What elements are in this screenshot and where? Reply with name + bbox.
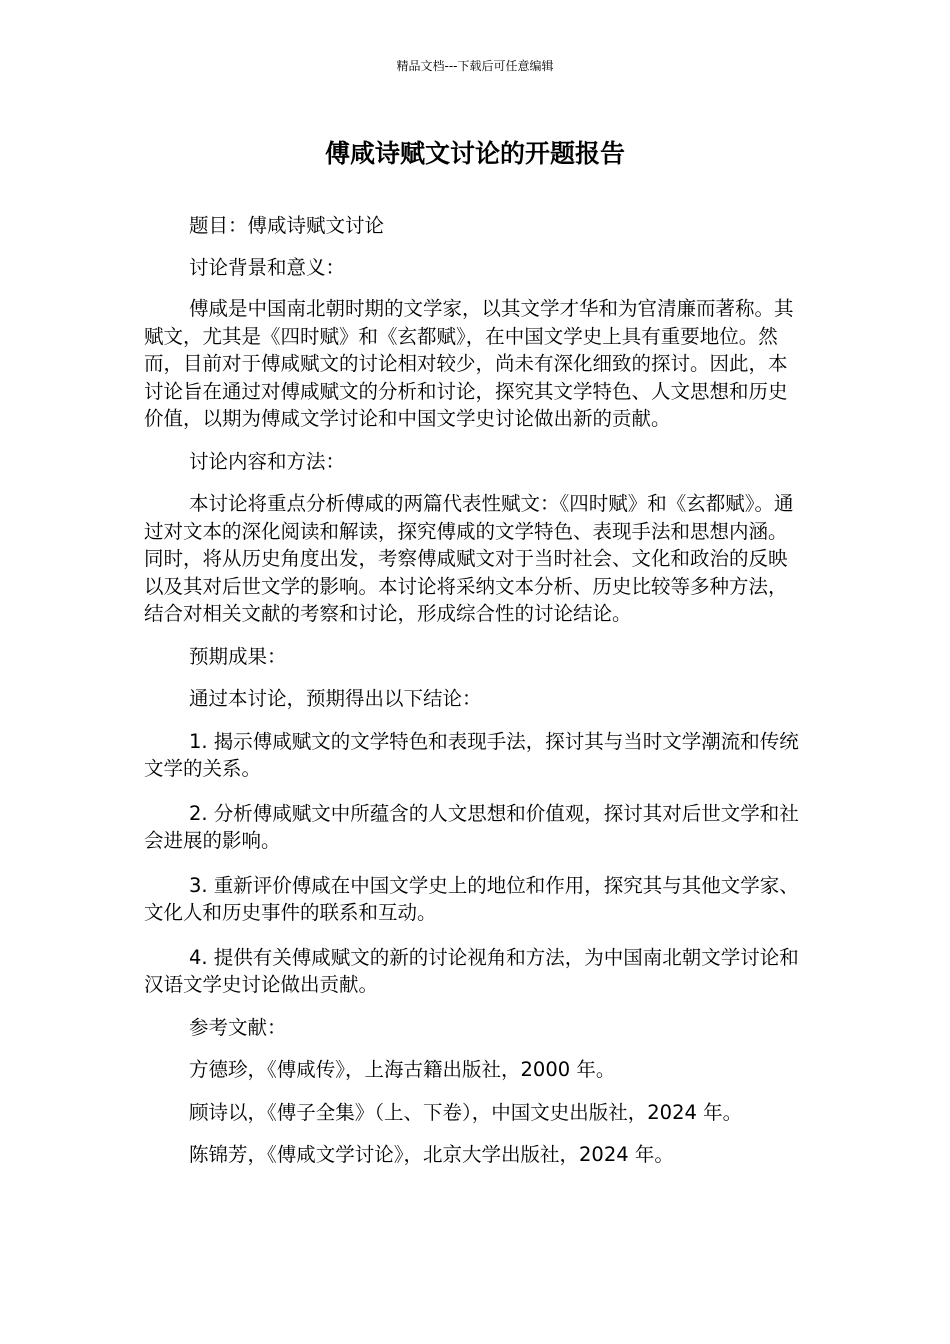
header-note: 精品文档---下载后可任意编辑 [396, 59, 554, 73]
background-paragraph: 傅咸是中国南北朝时期的文学家，以其文学才华和为官清廉而著称。其赋文，尤其是《四时赋》和《玄都赋》，在中国文学史上具有重要地位。然而，目前对于傅咸赋文的讨论相对较少，尚未有深化细致的探讨。因此，本讨论旨在通过对傅咸赋文的分析和讨论，探究其文学特色、人文思想和历史价值，以期为傅咸文学讨论和中国文学史讨论做出新的贡献。 [144, 297, 794, 430]
outcome-item: 3. 重新评价傅咸在中国文学史上的地位和作用，探究其与其他文学家、文化人和历史事件的联系和互动。 [144, 873, 799, 924]
document-title: 傅咸诗赋文讨论的开题报告 [324, 139, 625, 168]
outcome-item: 1. 揭示傅咸赋文的文学特色和表现手法，探讨其与当时文学潮流和传统文学的关系。 [144, 729, 799, 780]
outcome-item: 4. 提供有关傅咸赋文的新的讨论视角和方法，为中国南北朝文学讨论和汉语文学史讨论做出贡献。 [144, 945, 799, 996]
outcomes-intro: 通过本讨论，预期得出以下结论： [189, 687, 482, 710]
reference-item: 陈锦芳，《傅咸文学讨论》，北京大学出版社，2024 年。 [189, 1143, 674, 1166]
section-heading-methods: 讨论内容和方法： [189, 449, 346, 473]
section-heading-outcomes: 预期成果： [189, 644, 287, 668]
reference-item: 顾诗以，《傅子全集》（上、下卷），中国文史出版社，2024 年。 [189, 1100, 743, 1124]
outcome-item: 2. 分析傅咸赋文中所蕴含的人文思想和价值观，探讨其对后世文学和社会进展的影响。 [144, 801, 799, 852]
section-heading-references: 参考文献： [189, 1015, 287, 1039]
methods-paragraph: 本讨论将重点分析傅咸的两篇代表性赋文：《四时赋》和《玄都赋》。通过对文本的深化阅读和解读，探究傅咸的文学特色、表现手法和思想内涵。同时，将从历史角度出发，考察傅咸赋文对于当时社会、文化和政治的反映以及其对后世文学的影响。本讨论将采纳文本分析、历史比较等多种方法，结合对相关文献的考察和讨论，形成综合性的讨论结论。 [144, 492, 794, 625]
document-body [144, 212, 806, 1169]
reference-item: 方德珍，《傅咸传》，上海古籍出版社，2000 年。 [189, 1058, 616, 1081]
topic-line: 题目：傅咸诗赋文讨论 [189, 214, 385, 237]
section-heading-background: 讨论背景和意义： [189, 255, 346, 279]
